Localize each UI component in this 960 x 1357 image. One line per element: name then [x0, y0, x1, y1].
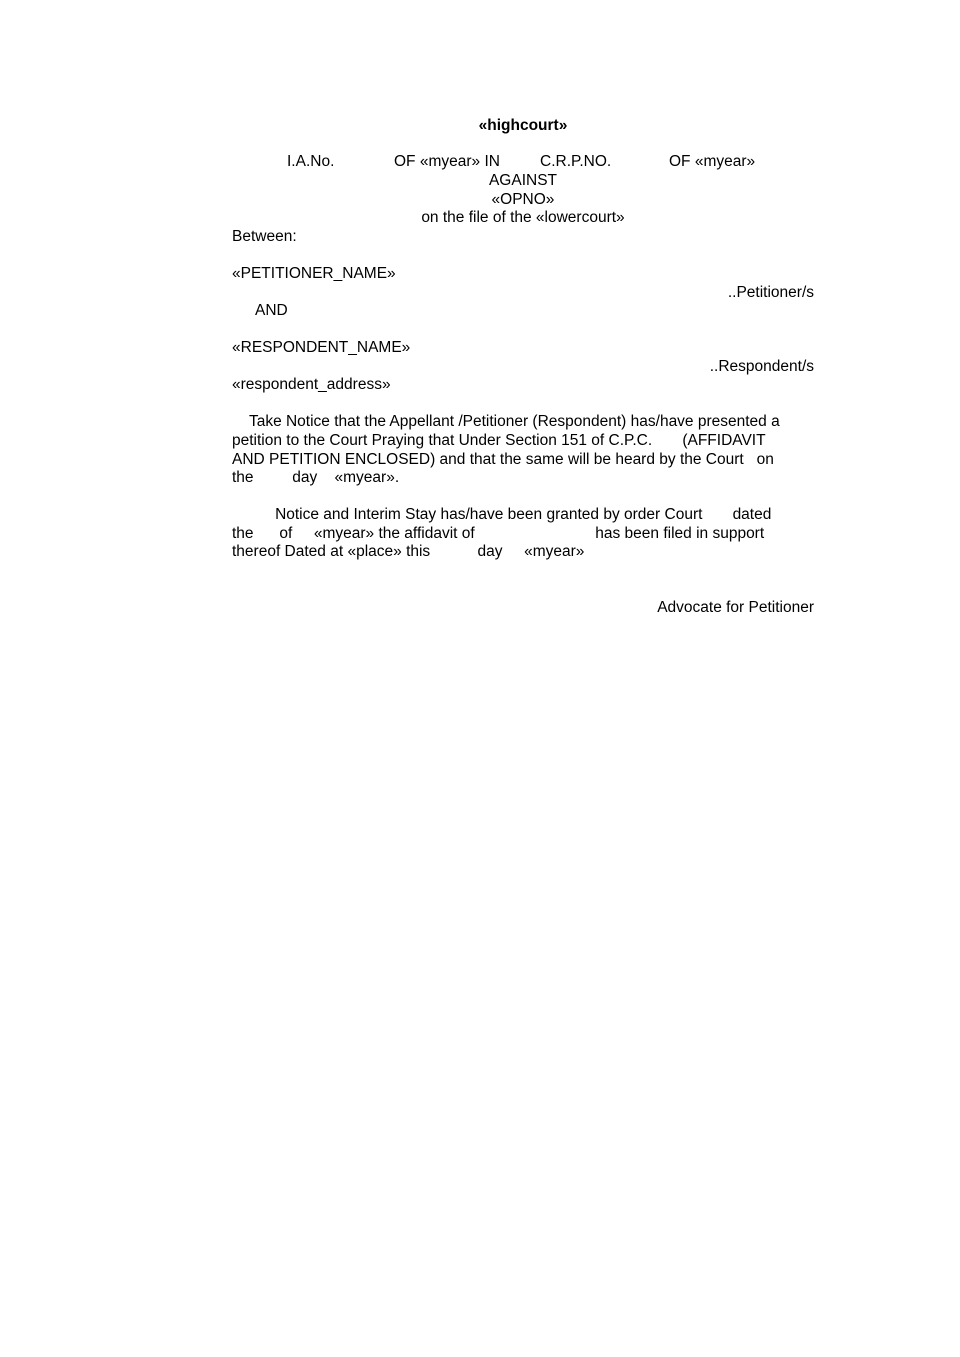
notice-p2-line3: thereof Dated at «place» this day «myear»	[232, 543, 585, 560]
ia-year-in: OF «myear» IN	[394, 153, 500, 170]
notice-p2-line1: Notice and Interim Stay has/have been granted by order Court dated	[232, 506, 772, 523]
respondent-name: «RESPONDENT_NAME»	[232, 339, 411, 356]
notice-p2-line2: the of «myear» the affidavit of has been filed in support	[232, 525, 765, 542]
notice-p1-line1: Take Notice that the Appellant /Petitioner (Respondent) has/have presented a	[232, 413, 780, 430]
and-label: AND	[255, 302, 288, 319]
notice-p1-line2: petition to the Court Praying that Under Section 151 of C.P.C. (AFFIDAVIT	[232, 432, 766, 449]
advocate-signature: Advocate for Petitioner	[657, 599, 814, 616]
opno-field: «OPNO»	[491, 191, 555, 208]
crp-year: OF «myear»	[669, 153, 756, 170]
against-label: AGAINST	[488, 172, 558, 189]
between-label: Between:	[232, 228, 297, 245]
ia-label: I.A.No.	[287, 153, 335, 170]
court-title: «highcourt»	[478, 117, 568, 134]
lower-court-line: on the file of the «lowercourt»	[421, 209, 625, 226]
petitioner-name: «PETITIONER_NAME»	[232, 265, 396, 282]
notice-p1-line3: AND PETITION ENCLOSED) and that the same will be heard by the Court on	[232, 451, 774, 468]
crp-label: C.R.P.NO.	[540, 153, 612, 170]
respondent-address: «respondent_address»	[232, 376, 391, 393]
notice-p1-line4: the day «myear».	[232, 469, 400, 486]
petitioner-role: ..Petitioner/s	[727, 284, 814, 301]
respondent-role: ..Respondent/s	[709, 358, 814, 375]
